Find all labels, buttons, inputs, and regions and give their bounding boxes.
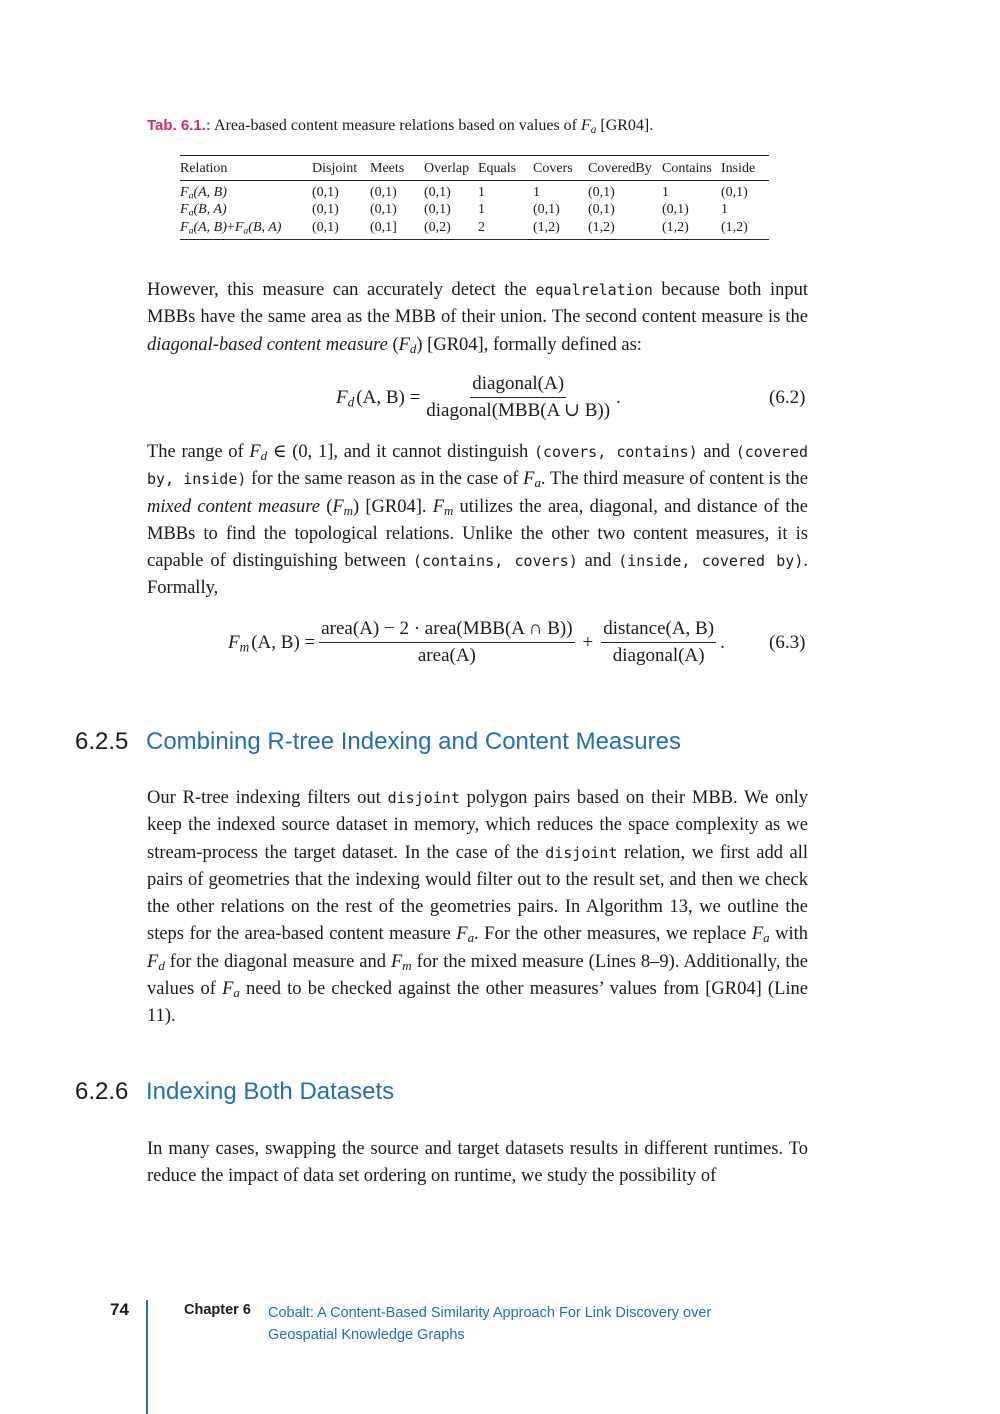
- value-cell: 1: [662, 185, 669, 200]
- col-header: Relation: [180, 156, 312, 181]
- value-cell: (0,1]: [370, 220, 424, 240]
- table-header-row: [180, 156, 769, 181]
- value-cell: (0,1): [312, 202, 339, 218]
- caption-citation: [GR04].: [600, 117, 654, 134]
- value-cell: (0,1): [370, 202, 397, 218]
- page-number: 74: [110, 1300, 129, 1319]
- value-cell: (0,1): [312, 220, 370, 240]
- paragraph-4: In many cases, swapping the source and target datasets results in different runtimes. To reduce the impact of data set ordering on runtime, we study the possibility of: [147, 1139, 808, 1187]
- value-cell: (0,1): [588, 202, 615, 218]
- table-row: [180, 220, 769, 240]
- relation-cell: $F_a(B$, A): [180, 202, 227, 219]
- equation-6-2: $F_d$ (A, B) = $\frac{\text{diagonal(A)}}{\text{diagonal(MBB(A ∪ B))}}$ .: [336, 373, 621, 421]
- chapter-label: Chapter 6: [184, 1302, 251, 1318]
- value-cell: (0,1): [588, 185, 615, 200]
- emphasis: diagonal-based content measure: [147, 334, 388, 355]
- paragraph-3: Our R-tree indexing filters out disjoint polygon pairs based on their MBB. We only keep the indexed source dataset in memory, which reduces the space complexity as we stream-process the target dataset. In the case of the disjoint relation, we first add all pairs of geometries that the indexing would filter out to the result set, and then we check the other relations on the rest of the geometries pairs. In Algorithm 13, we outline the steps for the area-based content measure $F_a$. For the other measures, we replace $F_a$ with $F_d$ for the diagonal measure and $F_m$ for the mixed measure (Lines 8–9). Additionally, the values of $F_a$ need to be checked against the other measures’ values from [GR04] (Line 11).: [147, 788, 809, 1027]
- value-cell: (0,1): [533, 202, 560, 218]
- value-cell: (0,1): [312, 185, 339, 200]
- table-row: [180, 181, 769, 202]
- col-header: Inside: [721, 156, 769, 181]
- table-row: [180, 201, 769, 220]
- code-equalrelation: equalrelation: [535, 281, 653, 299]
- value-cell: (0,2): [424, 220, 478, 240]
- value-cell: (0,1): [721, 185, 748, 200]
- section-heading-6-2-5: 6.2.5 Combining R-tree Indexing and Content Measures: [75, 728, 681, 755]
- col-header: Contains: [662, 156, 721, 181]
- value-cell: 1: [721, 202, 728, 218]
- value-cell: (1,2): [721, 220, 769, 240]
- col-header: Overlap: [424, 156, 478, 181]
- relation-cell: $F_a(A$, $B)+F_a(B$, A): [180, 220, 312, 240]
- col-header: Meets: [370, 156, 424, 181]
- equation-number: (6.2): [769, 387, 806, 408]
- chapter-title: Cobalt: A Content-Based Similarity Approach For Link Discovery over Geospatial Knowledge Graphs: [268, 1305, 712, 1343]
- col-header: Equals: [478, 156, 533, 181]
- value-cell: (0,1): [424, 185, 451, 200]
- caption-text: Area-based content measure relations based on values of: [214, 117, 577, 134]
- footer-divider: [146, 1300, 148, 1414]
- section-title: Combining R-tree Indexing and Content Measures: [146, 728, 681, 755]
- table-label: Tab. 6.1.:: [147, 117, 211, 134]
- table-caption: [147, 116, 847, 136]
- col-header: Covers: [533, 156, 588, 181]
- value-cell: 1: [478, 202, 485, 218]
- equation-number: (6.3): [769, 632, 806, 653]
- value-cell: (1,2): [662, 220, 721, 240]
- equation-6-3: $F_m$ (A, B) = $\frac{\text{area(A) − 2 · area(MBB(A ∩ B))}}{\text{area(A)}}$ + $\frac{\text{distance(A, B)}}{\text{diagonal(A)}}$ .: [228, 618, 725, 666]
- relation-cell: $F_a(A$, B): [180, 185, 227, 202]
- value-cell: (0,1): [662, 202, 689, 218]
- section-title: Indexing Both Datasets: [146, 1078, 395, 1105]
- value-cell: (0,1): [370, 185, 397, 200]
- value-cell: 2: [478, 220, 533, 240]
- col-header: CoveredBy: [588, 156, 662, 181]
- caption-math-var: $F_a$: [581, 117, 597, 136]
- section-heading-6-2-6: 6.2.6 Indexing Both Datasets: [75, 1078, 395, 1105]
- paragraph-2: The range of $F_d$ ∈ (0, 1], and it cannot distinguish (covers, contains) and (covered by, inside) for the same reason as in the case of $F_a$. The third measure of content is the mixed content measure $(F_m)$ [GR04]. $F_m$ utilizes the area, diagonal, and distance of the MBBs to find the topological relations. Unlike the other two content measures, it is capable of distinguishing between (contains, covers) and (inside, covered by). Formally,: [147, 442, 808, 599]
- col-header: Disjoint: [312, 156, 370, 181]
- value-cell: 1: [478, 185, 485, 200]
- paragraph-1: However, this measure can accurately detect the equalrelation because both input MBBs have the same area as the MBB of their union. The second content measure is the diagonal-based content measure $(F_d)$ [GR04], formally defined as:: [147, 280, 808, 356]
- relations-table: [180, 155, 769, 240]
- value-cell: (0,1): [424, 202, 451, 218]
- value-cell: 1: [533, 185, 540, 200]
- value-cell: (1,2): [588, 220, 662, 240]
- value-cell: (1,2): [533, 220, 588, 240]
